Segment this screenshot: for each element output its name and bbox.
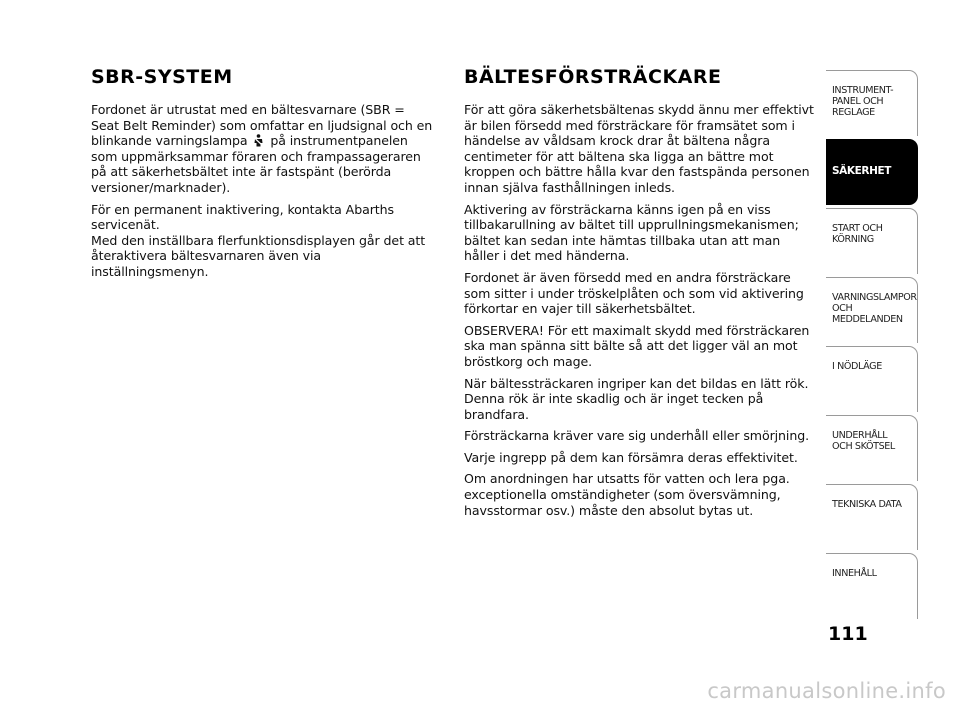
pretensioner-paragraph: Varje ingrepp på dem kan försämra deras effektivitet. (464, 449, 798, 465)
watermark: carmanualsonline.info (707, 679, 946, 703)
tab-instrumentpanel[interactable]: INSTRUMENT- PANEL OCH REGLAGE (826, 70, 918, 136)
chapter-tabs (826, 70, 918, 622)
tab-underhall[interactable]: UNDERHÅLL OCH SKÖTSEL (826, 415, 918, 481)
pretensioner-paragraph: När bältessträckaren ingriper kan det bildas en lätt rök. Denna rök är inte skadlig och är inget tecken på brandfara. (464, 375, 809, 422)
tab-i-nodlage[interactable]: I NÖDLÄGE (826, 346, 918, 412)
pretensioner-paragraph: Försträckarna kräver vare sig underhåll eller smörjning. (464, 428, 810, 444)
pretensioner-paragraph: Aktivering av försträckarna känns igen på en viss tillbakarullning av bältet till upprullningsmekanismen; bältet kan sedan inte hämtas tillbaka utan att man håller i det med händerna. (464, 201, 799, 264)
sbr-text-1b: på instrumentpanelen som uppmärksammar föraren och frampassageraren på att säkerhetsbältet inte är fastspänt (berörda versioner/marknader). (91, 133, 421, 195)
pretensioner-paragraph: För att göra säkerhetsbältenas skydd ännu mer effektivt är bilen försedd med försträckare för framsätet som i händelse av våldsam krock drar åt bältena några centimeter för att bältena ska ligga an bättre mot kroppen och bättre hålla kvar den fastspända personen innan själva fasthållningen inleds. (464, 102, 814, 195)
sbr-paragraph-2 (91, 202, 436, 280)
pretensioner-paragraph: Fordonet är även försedd med en andra försträckare som sitter i under tröskelplåten och som vid aktivering förkortar en vajer till säkerhetsbältet. (464, 269, 804, 317)
sbr-text-2a: För en permanent inaktivering, kontakta Abarths servicenät. (91, 201, 394, 233)
sbr-paragraph-1 (91, 102, 436, 196)
tab-sakerhet[interactable]: SÄKERHET (826, 139, 918, 205)
tab-innehall[interactable]: INNEHÅLL (826, 553, 918, 619)
sbr-system-section (91, 66, 436, 286)
tab-tekniska-data[interactable]: TEKNISKA DATA (826, 484, 918, 550)
tab-varningslampor[interactable]: VARNINGSLAMPOR OCH MEDDELANDEN (826, 277, 918, 343)
tab-start-och-korning[interactable]: START OCH KÖRNING (826, 208, 918, 274)
seatbelt-warning-icon (253, 134, 264, 147)
pretensioner-section (464, 66, 816, 524)
section-title-sbr: SBR-SYSTEM (91, 66, 233, 88)
pretensioner-paragraph: Om anordningen har utsatts för vatten och lera pga. exceptionella omständigheter (som översvämning, havsstormar osv.) måste den absolut bytas ut. (464, 471, 790, 518)
pretensioner-paragraph: OBSERVERA! För ett maximalt skydd med försträckaren ska man spänna sitt bälte så att det ligger väl an mot bröstkorg och mage. (464, 322, 810, 369)
sbr-text-1a: Fordonet är utrustat med en bältesvarnare (SBR = Seat Belt Reminder) som omfattar en ljudsignal och en blinkande varningslampa (91, 102, 433, 149)
sbr-text-2b: Med den inställbara flerfunktionsdisplayen går det att återaktivera bältesvarnaren även via inställningsmenyn. (91, 232, 426, 279)
section-title-pretensioner: BÄLTESFÖRSTRÄCKARE (464, 66, 722, 88)
page-number: 111 (828, 623, 868, 645)
